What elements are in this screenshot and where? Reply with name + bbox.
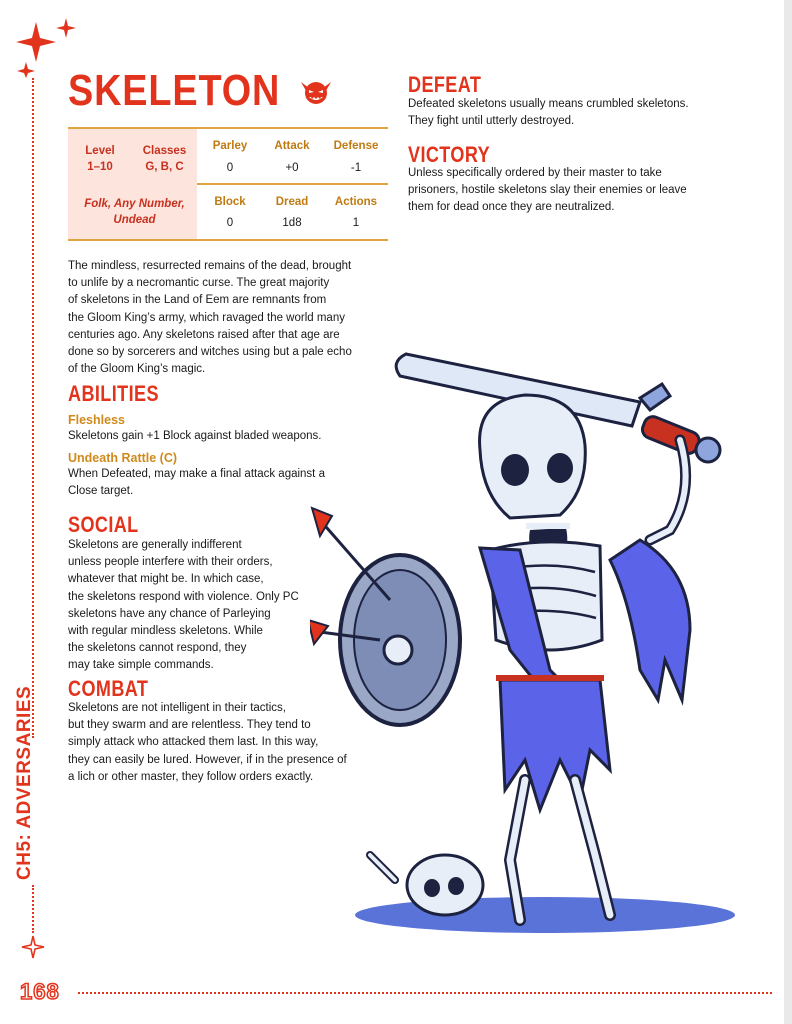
page-edge	[784, 0, 792, 1024]
undeath-line: When Defeated, may make a final attack against a	[68, 468, 325, 480]
actions-label: Actions	[334, 196, 378, 208]
left-border-rule	[32, 78, 34, 738]
block-label: Block	[214, 196, 246, 208]
parley-label: Parley	[212, 140, 248, 152]
combat-line: Skeletons are not intelligent in their tactics,	[68, 702, 286, 714]
level-label: Level	[85, 145, 115, 157]
stat-row-1	[68, 127, 388, 185]
defeat-line: Defeated skeletons usually means crumbled skeletons.	[408, 98, 689, 110]
social-line: may take simple commands.	[68, 659, 214, 672]
social-line: the skeletons respond with violence. Only PC	[68, 590, 299, 603]
page-title: SKELETON	[68, 66, 281, 115]
description-line: of the Gloom King’s magic.	[68, 363, 206, 376]
fleshless-text: Skeletons gain +1 Block against bladed weapons.	[68, 430, 322, 442]
description-line: the Gloom King’s army, which ravaged the world many	[68, 311, 345, 324]
defeat-heading: DEFEAT	[408, 72, 482, 97]
victory-line: Unless specifically ordered by their master to take	[408, 167, 662, 179]
combat-line: a lich or other master, they follow orders exactly.	[68, 770, 314, 783]
social-line: the skeletons cannot respond, they	[68, 642, 247, 655]
description-line: of skeletons in the Land of Eem are remnants from	[68, 294, 327, 307]
attack-label: Attack	[274, 140, 310, 152]
description-line: centuries ago. Any skeletons raised after that age are	[68, 328, 340, 341]
bottom-border-rule	[78, 992, 772, 994]
defeat-text	[408, 96, 748, 130]
combat-line: they can easily be lured. However, if in the presence of	[68, 753, 347, 766]
block-value: 0	[226, 217, 234, 229]
chapter-label: CH5: ADVERSARIES	[14, 685, 35, 880]
victory-heading: VICTORY	[408, 142, 491, 167]
social-line: Skeletons are generally indifferent	[68, 539, 242, 551]
social-line: skeletons have any chance of Parleying	[68, 607, 271, 620]
attack-value: +0	[285, 162, 299, 174]
combat-line: but they swarm and are relentless. They tend to	[68, 719, 311, 732]
skeleton-illustration	[310, 340, 780, 940]
social-line: whatever that might be. In which case,	[68, 573, 264, 586]
left-border-rule-lower	[32, 885, 34, 933]
defense-label: Defense	[333, 140, 379, 152]
title-block	[68, 66, 333, 116]
combat-line: simply attack who attacked them last. In this way,	[68, 736, 319, 749]
fleshless-title: Fleshless	[68, 413, 125, 427]
defeat-line: They fight until utterly destroyed.	[408, 115, 575, 128]
description-line: to unlife by a necromantic curse. The great majority	[68, 277, 330, 290]
victory-text	[408, 165, 748, 217]
stat-row-2	[68, 183, 388, 241]
actions-value: 1	[352, 217, 360, 229]
defense-value: -1	[350, 162, 362, 174]
social-line: with regular mindless skeletons. While	[68, 625, 263, 638]
stat-block	[68, 127, 388, 240]
creature-type: Folk, Any Number, Undead	[84, 198, 185, 226]
combat-heading: COMBAT	[68, 676, 149, 701]
undeath-rattle-title: Undeath Rattle (C)	[68, 451, 178, 465]
abilities-heading: ABILITIES	[68, 381, 159, 406]
classes-label: Classes	[142, 145, 187, 157]
description-line: The mindless, resurrected remains of the dead, brought	[68, 260, 352, 272]
undeath-line: Close target.	[68, 485, 134, 498]
parley-value: 0	[226, 162, 234, 174]
goblin-face-icon	[299, 76, 333, 106]
social-line: unless people interfere with their orders,	[68, 556, 273, 569]
social-heading: SOCIAL	[68, 512, 139, 537]
sparkle-icon	[21, 935, 45, 959]
description-line: done so by sorcerers and witches using but a pale echo	[68, 346, 352, 359]
dread-value: 1d8	[282, 217, 302, 229]
dread-label: Dread	[275, 196, 309, 208]
classes-value: G, B, C	[145, 161, 184, 173]
victory-line: prisoners, hostile skeletons slay their enemies or leave	[408, 184, 687, 197]
page-number: 168	[20, 979, 60, 1004]
level-value: 1–10	[87, 161, 113, 173]
victory-line: them for dead once they are neutralized.	[408, 201, 615, 214]
